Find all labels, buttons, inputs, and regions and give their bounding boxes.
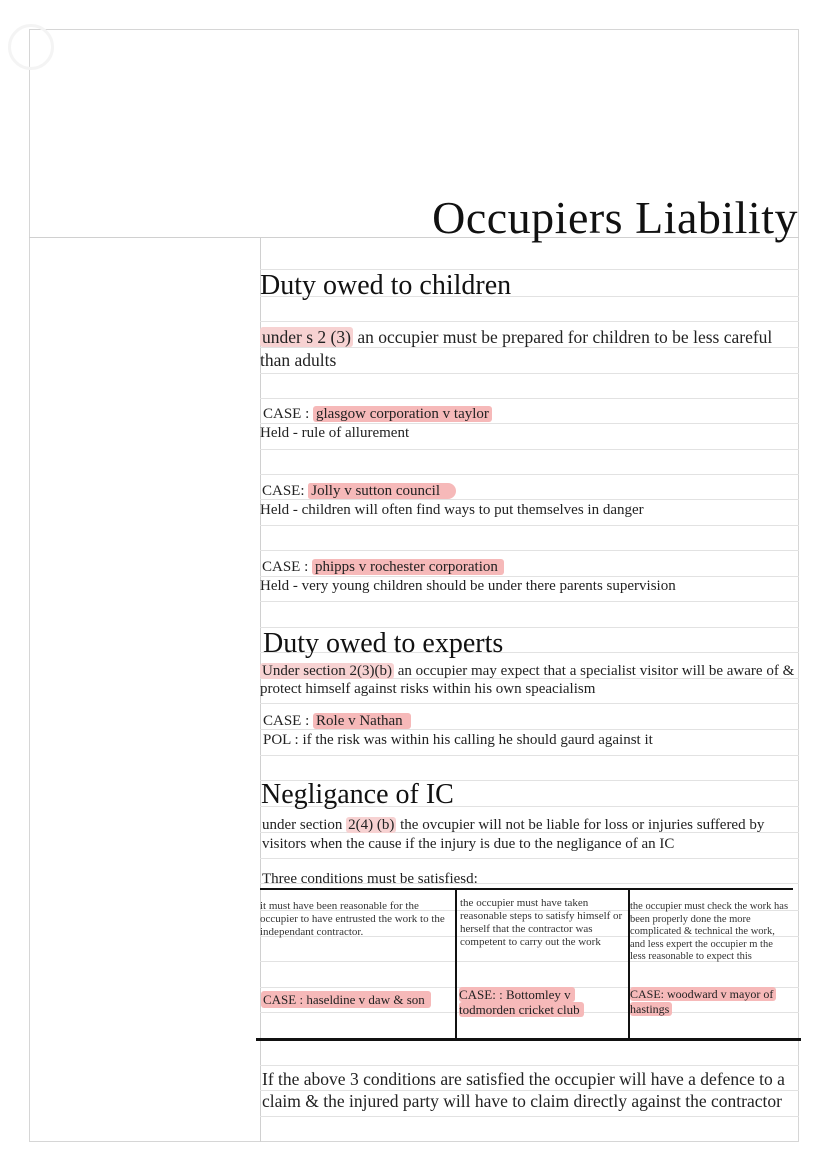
case-held: Held - children will often find ways to put themselves in danger (260, 502, 644, 518)
negligence-intro-pre: under section (262, 817, 347, 833)
ruled-line (260, 550, 799, 551)
experts-pol: POL : if the risk was within his calling he should gaurd against it (263, 732, 653, 748)
children-section-ref: under s 2 (3) (262, 327, 351, 347)
case-prefix: CASE : (263, 406, 314, 422)
ruled-line (260, 449, 799, 450)
case-prefix: CASE: (262, 483, 309, 499)
conclusion: If the above 3 conditions are satisfied the occupier will have a defence to a claim & the injured party will have to claim directly against the contractor (262, 1069, 785, 1111)
watermark-circle (8, 24, 54, 70)
conditions-label: Three conditions must be satisfiesd: (262, 871, 478, 887)
case-name: glasgow corporation v taylor (313, 406, 492, 422)
condition-case-3 (630, 987, 780, 1017)
negligence-heading: Negligance of IC (261, 779, 454, 810)
experts-case (263, 712, 411, 731)
ruled-line (260, 1065, 799, 1066)
ruled-line (260, 373, 799, 374)
children-intro-text: an occupier must be prepared for children to be less careful than adults (260, 327, 773, 370)
negligence-intro-text: the ovcupier will not be liable for loss or injuries suffered by visitors when the cause if the injury is due to the negligance of an IC (262, 817, 765, 852)
ruled-line (260, 858, 799, 859)
negligence-section-ref: 2(4) (b) (348, 817, 395, 833)
ruled-line (260, 1116, 799, 1117)
page-title: Occupiers Liability (432, 192, 798, 243)
table-divider-1 (455, 888, 457, 1040)
case-block-2 (262, 482, 456, 501)
children-heading: Duty owed to children (260, 270, 512, 301)
case-block-1 (263, 405, 492, 424)
case-held: Held - very young children should be under there parents supervision (260, 578, 676, 594)
condition-case-2 (459, 987, 584, 1017)
negligence-intro (262, 816, 792, 854)
condition-text-3: the occupier must check the work has been properly done the more complicated & technical the work, and less expert the occupier m the less reasonable to expect this (630, 901, 789, 962)
experts-section-ref: Under section 2(3)(b) (262, 663, 392, 679)
ruled-line (260, 398, 799, 399)
ruled-line (260, 525, 799, 526)
case-prefix: CASE : (263, 713, 314, 729)
condition-case-1 (261, 992, 431, 1007)
ruled-line (260, 601, 799, 602)
case-held: Held - rule of allurement (260, 425, 410, 441)
ruled-line (260, 703, 799, 704)
children-intro (260, 326, 790, 372)
condition-text-1: it must have been reasonable for the occupier to have entrusted the work to the independant contractor. (260, 900, 445, 938)
case-name: CASE: : Bottomley v todmorden cricket club (459, 987, 584, 1017)
case-name: Role v Nathan (313, 713, 411, 729)
experts-heading: Duty owed to experts (263, 628, 504, 659)
case-block-3 (262, 558, 504, 577)
case-name: Jolly v sutton council (308, 483, 456, 499)
case-name: CASE : haseldine v daw & son (261, 991, 431, 1008)
experts-intro (260, 662, 795, 698)
ruled-line (260, 755, 799, 756)
case-name: phipps v rochester corporation (312, 559, 504, 575)
case-prefix: CASE : (262, 559, 313, 575)
table-top-rule (260, 888, 793, 890)
ruled-line (260, 321, 799, 322)
ruled-line (260, 474, 799, 475)
case-name: CASE: woodward v mayor of hastings (630, 987, 776, 1016)
condition-text-2: the occupier must have taken reasonable steps to satisfy himself or herself that the contractor was competent to carry out the work (460, 897, 623, 948)
table-bottom-rule (256, 1038, 801, 1041)
experts-intro-text: an occupier may expect that a specialist visitor will be aware of & protect himself against risks within his own speacialism (260, 663, 795, 697)
